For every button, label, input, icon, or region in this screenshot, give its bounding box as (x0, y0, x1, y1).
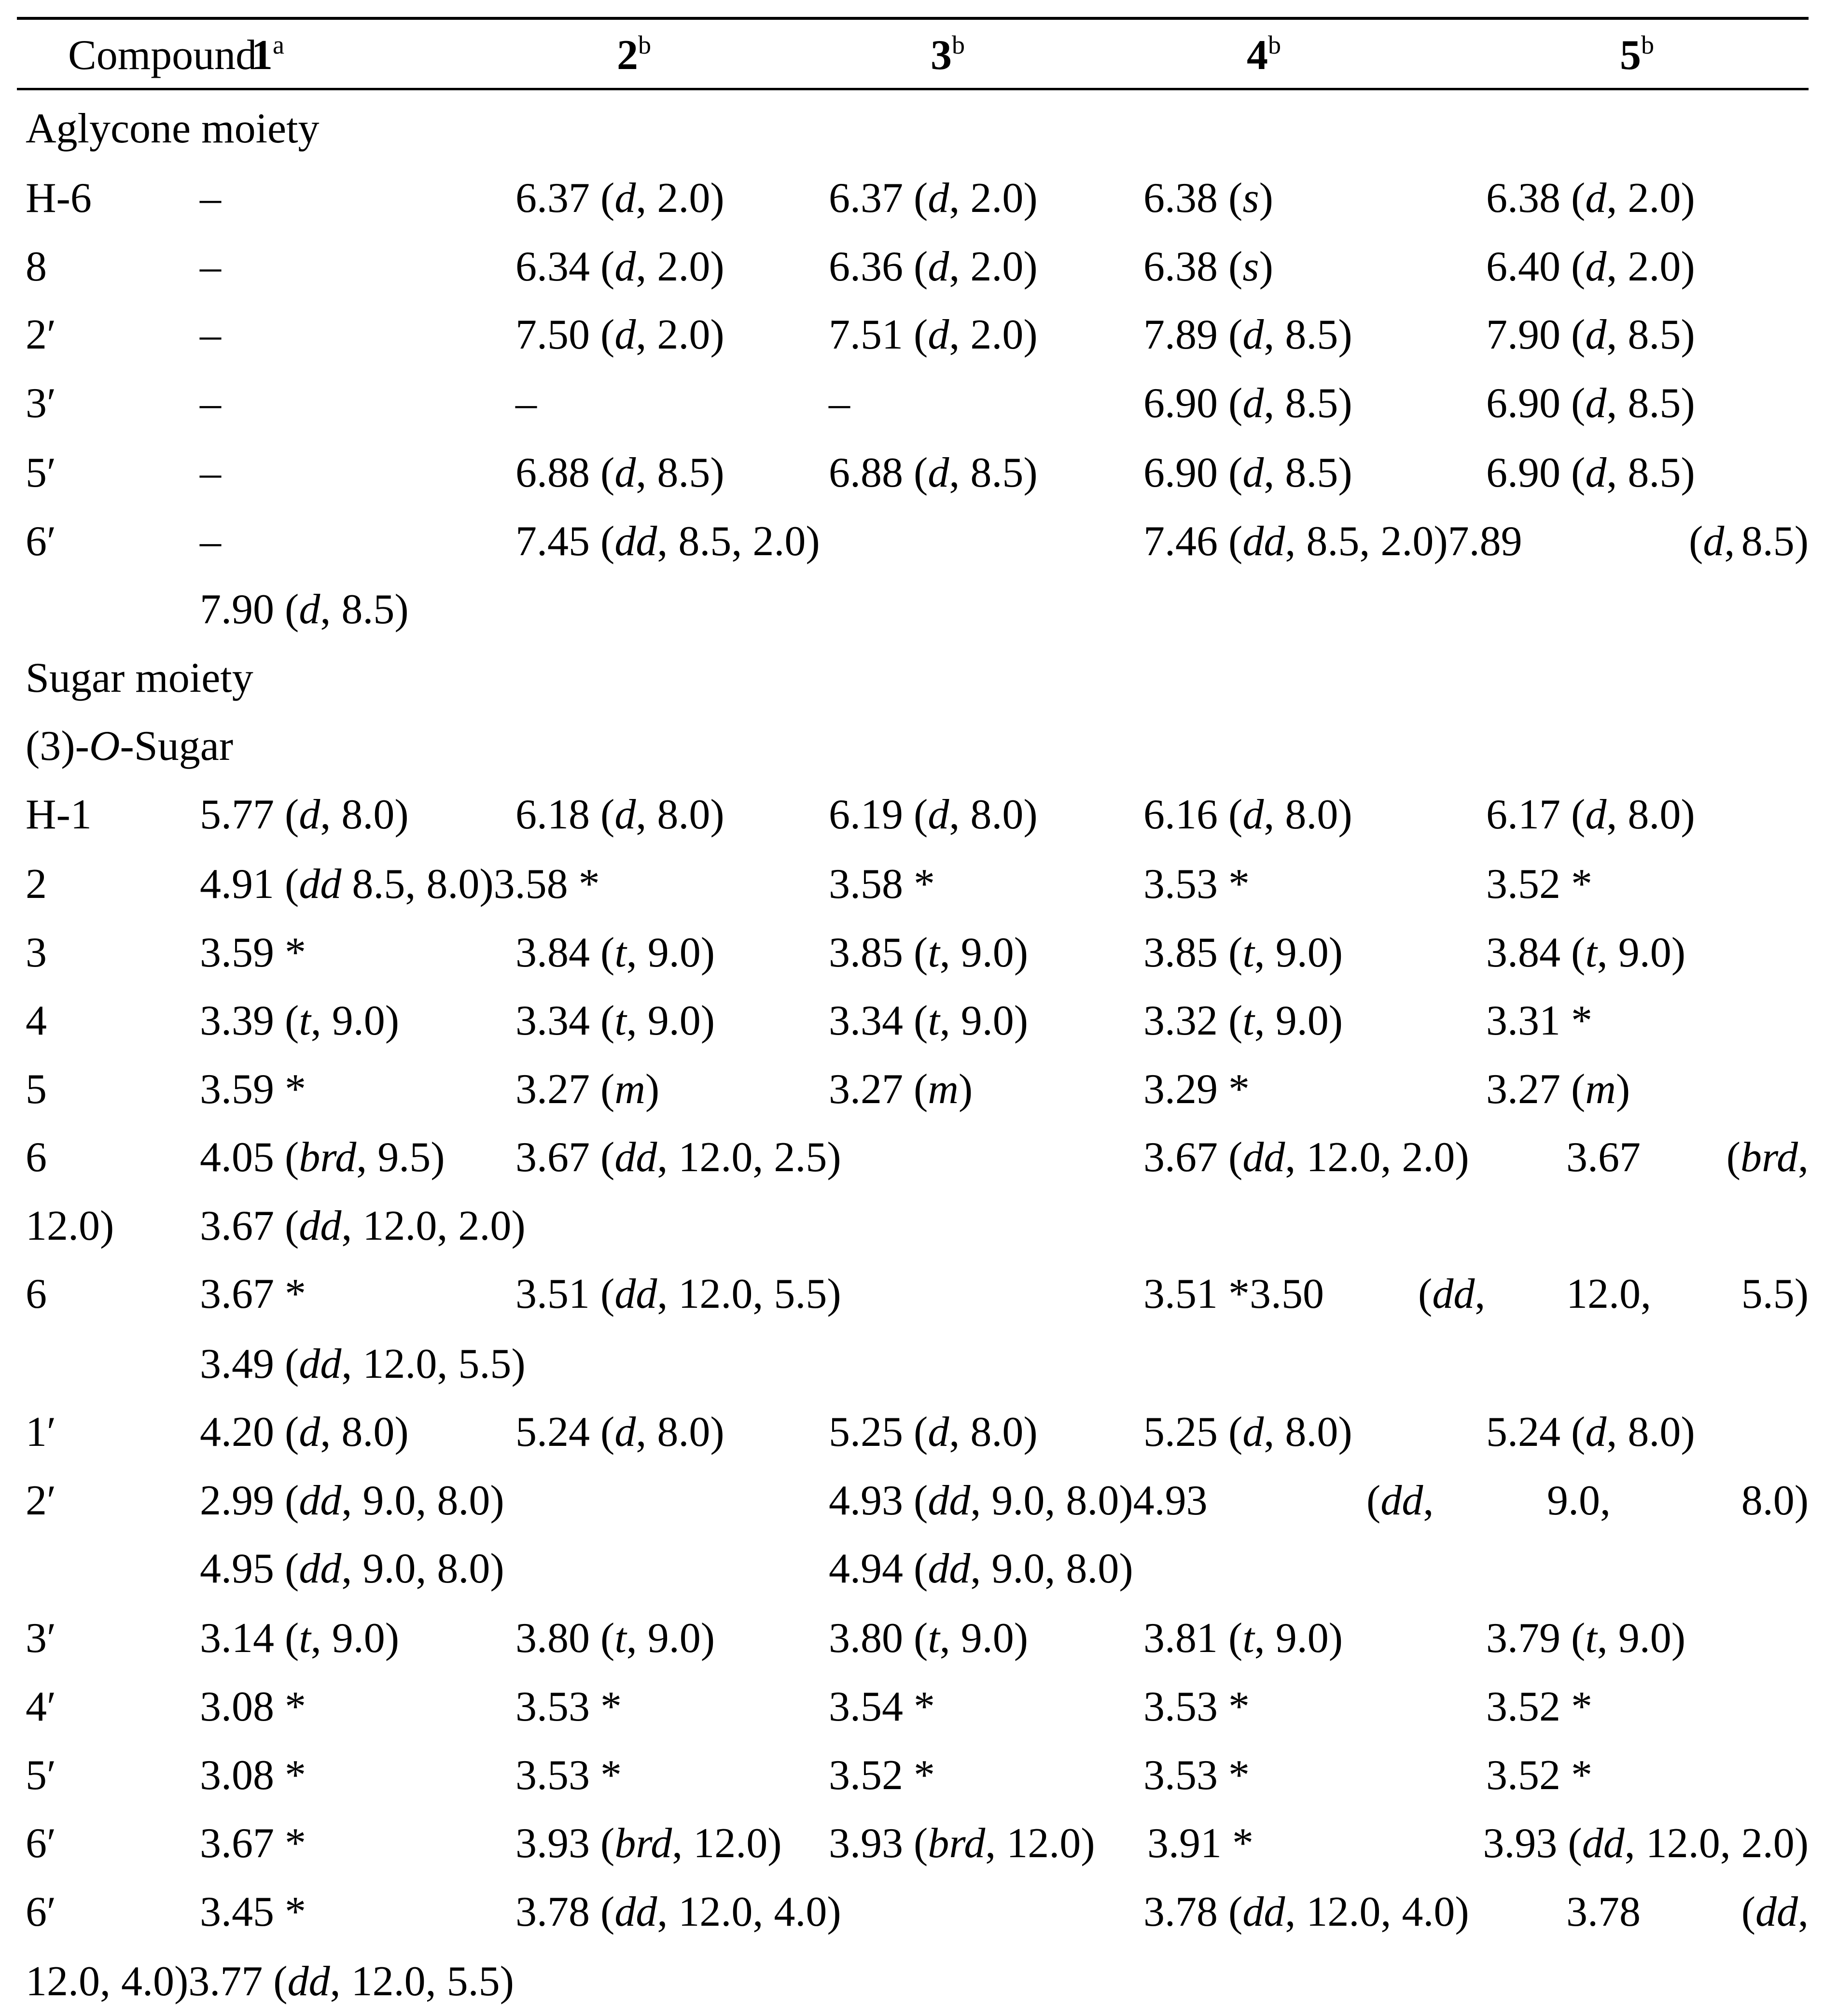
table-cell: 3.31 * (1486, 997, 1592, 1044)
table-cell: 3.52 * (1486, 1683, 1592, 1730)
table-cell: 3.84 (t, 9.0) (1486, 929, 1686, 976)
table-cell: 3.27 (m) (515, 1066, 660, 1113)
table-cell: 3.58 * (829, 861, 935, 908)
table-cell: 3.49 (dd, 12.0, 5.5) (200, 1341, 526, 1387)
table-cell: 6.40 (d, 2.0) (1486, 243, 1695, 290)
row-label: Aglycone moiety (26, 105, 320, 152)
row-label: H-1 (26, 791, 92, 838)
table-cell: (brd, (1726, 1134, 1809, 1181)
table-cell: 4.95 (dd, 9.0, 8.0) (200, 1545, 504, 1592)
table-cell: – (200, 449, 221, 496)
table-cell: 6.38 (d, 2.0) (1486, 175, 1695, 222)
table-cell: 4.93 (dd, 9.0, 8.0)4.93 (829, 1477, 1208, 1524)
row-label: Sugar moiety (26, 655, 253, 701)
table-cell: 3.08 * (200, 1683, 306, 1730)
compound-number: 4 (1247, 32, 1268, 79)
table-cell: 3.53 * (1143, 861, 1250, 908)
table-cell: 6.90 (d, 8.5) (1486, 380, 1695, 427)
row-label: 6′ (26, 518, 56, 565)
table-cell: 3.67 * (200, 1271, 306, 1317)
row-label: 4′ (26, 1683, 56, 1730)
table-cell: 6.88 (d, 8.5) (829, 449, 1038, 496)
table-cell: 3.81 (t, 9.0) (1143, 1615, 1343, 1662)
row-label: 4 (26, 997, 47, 1044)
table-cell: 3.93 (dd, 12.0, 2.0) (1483, 1820, 1809, 1867)
row-label: 5′ (26, 1752, 56, 1799)
table-cell: – (829, 380, 850, 427)
row-label: 3′ (26, 1615, 56, 1662)
row-label: (3)-O-Sugar (26, 723, 234, 770)
row-label: 6′ (26, 1820, 56, 1867)
table-cell: 8.5) (1741, 518, 1809, 565)
footnote-marker: b (952, 30, 965, 59)
row-label: 3 (26, 929, 47, 976)
table-cell: 5.77 (d, 8.0) (200, 791, 409, 838)
row-label: 12.0) (26, 1203, 114, 1249)
table-cell: – (200, 243, 221, 290)
table-cell: 7.46 (dd, 8.5, 2.0)7.89 (1143, 518, 1522, 565)
table-cell: 3.67 (dd, 12.0, 2.5) (515, 1134, 841, 1181)
table-cell: – (515, 380, 537, 427)
row-label: 2 (26, 861, 47, 908)
table-cell: 7.90 (d, 8.5) (200, 586, 409, 633)
table-cell: 3.91 * (1147, 1820, 1253, 1867)
table-cell: 6.16 (d, 8.0) (1143, 791, 1352, 838)
table-cell: – (200, 518, 221, 565)
table-cell: 3.84 (t, 9.0) (515, 929, 715, 976)
table-cell: 3.54 * (829, 1683, 935, 1730)
table-cell: 6.90 (d, 8.5) (1486, 449, 1695, 496)
table-cell: 4.91 (dd 8.5, 8.0)3.58 * (200, 861, 600, 908)
table-cell: 3.08 * (200, 1752, 306, 1799)
table-cell: 3.93 (brd, 12.0) (829, 1820, 1095, 1867)
table-cell: 3.27 (m) (1486, 1066, 1630, 1113)
table-cell: 3.34 (t, 9.0) (515, 997, 715, 1044)
table-cell: 3.53 * (1143, 1752, 1250, 1799)
table-cell: 3.52 * (829, 1752, 935, 1799)
table-cell: 3.80 (t, 9.0) (515, 1615, 715, 1662)
table-cell: 3.51 (dd, 12.0, 5.5) (515, 1271, 841, 1317)
row-label: 6 (26, 1134, 47, 1181)
header-col-4 (1204, 0, 1281, 128)
table-cell: 3.45 * (200, 1889, 306, 1935)
table-cell: 3.29 * (1143, 1066, 1250, 1113)
table-cell: – (200, 311, 221, 358)
table-cell: 3.39 (t, 9.0) (200, 997, 400, 1044)
row-label: 2′ (26, 1477, 56, 1524)
table-cell: 7.50 (d, 2.0) (515, 311, 724, 358)
table-cell: 6.34 (d, 2.0) (515, 243, 724, 290)
table-cell: 3.14 (t, 9.0) (200, 1615, 400, 1662)
table-cell: – (200, 380, 221, 427)
row-label: 3′ (26, 380, 56, 427)
row-label: 8 (26, 243, 47, 290)
table-cell: 6.88 (d, 8.5) (515, 449, 724, 496)
table-cell: 7.89 (d, 8.5) (1143, 311, 1352, 358)
table-cell: 3.67 (1566, 1134, 1641, 1181)
table-cell: (dd, (1366, 1477, 1434, 1524)
table-cell: 5.25 (d, 8.0) (829, 1409, 1038, 1456)
compound-number: 2 (617, 32, 638, 79)
table-cell: 2.99 (dd, 9.0, 8.0) (200, 1477, 504, 1524)
table-cell: 3.32 (t, 9.0) (1143, 997, 1343, 1044)
table-cell: 3.51 *3.50 (1143, 1271, 1324, 1317)
footnote-marker: b (638, 30, 651, 59)
header-col-2 (574, 0, 651, 128)
table-cell: 3.78 (dd, 12.0, 4.0) (1143, 1889, 1469, 1935)
table-cell: (d, (1689, 518, 1735, 565)
table-cell: 3.52 * (1486, 861, 1592, 908)
table-cell: 3.78 (1566, 1889, 1641, 1935)
row-label: 6 (26, 1271, 47, 1317)
table-cell: 6.17 (d, 8.0) (1486, 791, 1695, 838)
footnote-marker: b (1268, 30, 1281, 59)
row-label: 1′ (26, 1409, 56, 1456)
table-cell: 6.90 (d, 8.5) (1143, 449, 1352, 496)
compound-number: 5 (1620, 32, 1641, 79)
table-cell: 8.0) (1741, 1477, 1809, 1524)
footnote-marker: b (1641, 30, 1654, 59)
row-label: H-6 (26, 175, 92, 222)
header-col-5 (1577, 0, 1654, 128)
table-cell: 3.53 * (515, 1752, 622, 1799)
table-cell: 6.90 (d, 8.5) (1143, 380, 1352, 427)
table-cell: 5.24 (d, 8.0) (515, 1409, 724, 1456)
table-cell: 3.67 (dd, 12.0, 2.0) (1143, 1134, 1469, 1181)
compound-number: 1 (251, 32, 273, 79)
compound-number: 3 (931, 32, 952, 79)
table-cell: 5.25 (d, 8.0) (1143, 1409, 1352, 1456)
table-cell: 3.85 (t, 9.0) (1143, 929, 1343, 976)
table-cell: 6.37 (d, 2.0) (829, 175, 1038, 222)
header-col-3 (888, 0, 965, 128)
footnote-marker: a (273, 30, 284, 59)
table-cell: (dd, (1741, 1889, 1809, 1935)
table-cell: 3.59 * (200, 929, 306, 976)
row-label: 5 (26, 1066, 47, 1113)
table-cell: 6.37 (d, 2.0) (515, 175, 724, 222)
table-cell: (dd, (1418, 1271, 1486, 1317)
table-cell: – (200, 175, 221, 222)
table-cell: 6.38 (s) (1143, 175, 1273, 222)
table-cell: 7.51 (d, 2.0) (829, 311, 1038, 358)
table-cell: 6.19 (d, 8.0) (829, 791, 1038, 838)
table-cell: 3.67 (dd, 12.0, 2.0) (200, 1203, 526, 1249)
table-cell: 3.85 (t, 9.0) (829, 929, 1029, 976)
table-cell: 6.18 (d, 8.0) (515, 791, 724, 838)
row-label: 5′ (26, 449, 56, 496)
table-cell: 12.0, (1566, 1271, 1651, 1317)
table-cell: 6.38 (s) (1143, 243, 1273, 290)
table-cell: 4.05 (brd, 9.5) (200, 1134, 445, 1181)
table-cell: 7.90 (d, 8.5) (1486, 311, 1695, 358)
table-cell: 3.52 * (1486, 1752, 1592, 1799)
row-label: 6′ (26, 1889, 56, 1935)
table-cell: 9.0, (1547, 1477, 1611, 1524)
table-cell: 3.79 (t, 9.0) (1486, 1615, 1686, 1662)
table-cell: 3.27 (m) (829, 1066, 973, 1113)
table-cell: 3.93 (brd, 12.0) (515, 1820, 782, 1867)
row-label: 12.0, 4.0)3.77 (dd, 12.0, 5.5) (26, 1958, 514, 2005)
table-cell: 3.53 * (515, 1683, 622, 1730)
table-cell: 4.94 (dd, 9.0, 8.0) (829, 1545, 1133, 1592)
table-cell: 5.24 (d, 8.0) (1486, 1409, 1695, 1456)
table-cell: 3.34 (t, 9.0) (829, 997, 1029, 1044)
row-label: 2′ (26, 311, 56, 358)
table-cell: 3.67 * (200, 1820, 306, 1867)
table-cell: 3.80 (t, 9.0) (829, 1615, 1029, 1662)
table-cell: 3.78 (dd, 12.0, 4.0) (515, 1889, 841, 1935)
header-label-text: Compound (68, 32, 257, 79)
table-cell: 4.20 (d, 8.0) (200, 1409, 409, 1456)
table-cell: 7.45 (dd, 8.5, 2.0) (515, 518, 820, 565)
table-cell: 6.36 (d, 2.0) (829, 243, 1038, 290)
table-cell: 3.59 * (200, 1066, 306, 1113)
table-cell: 5.5) (1741, 1271, 1809, 1317)
table-cell: 3.53 * (1143, 1683, 1250, 1730)
